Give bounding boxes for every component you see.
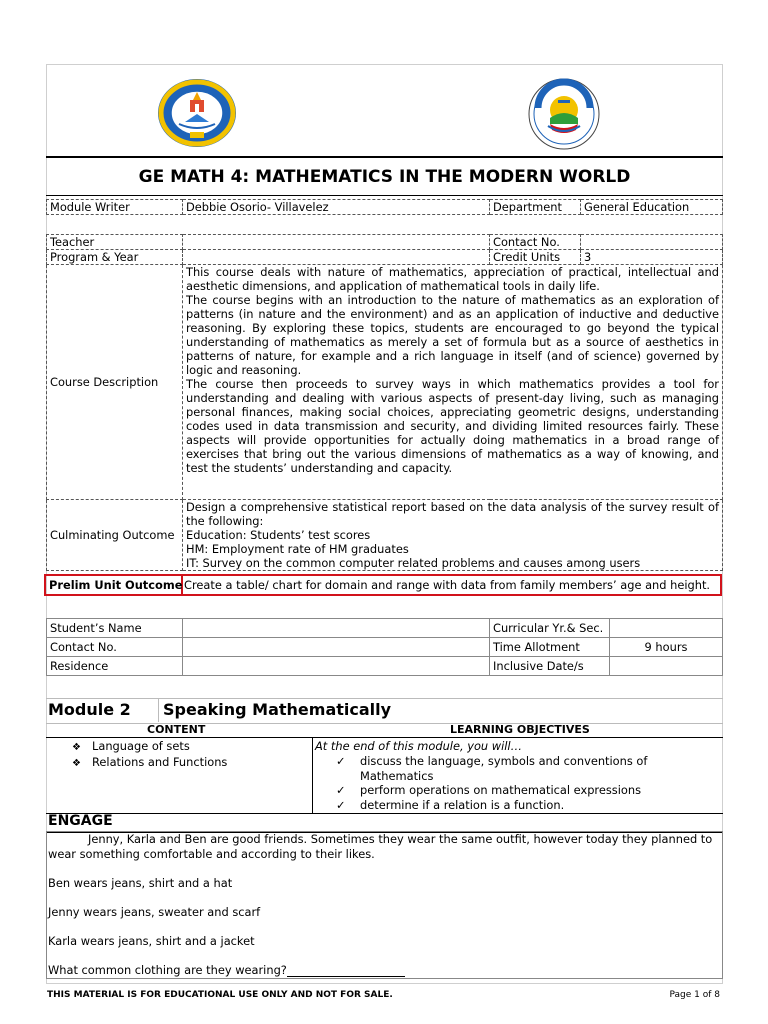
prelim-outcome-text: Create a table/ chart for domain and range with data from family members’ age and height.: [184, 578, 711, 592]
answer-blank-line[interactable]: [287, 976, 405, 977]
course-description-p3: The course then proceeds to survey ways in which mathematics provides a tool for understanding and dealing with various aspects of present-day living, such as managing personal finances, making social choices, appreciating geometric designs, understanding codes used in data transmission and security, and dividing limited resources fairly. These aspects will provide opportunities for actually doing mathematics in a broad range of exercises that bring out the various dimensions of mathematics as a way of knowing, and test the students’ understanding and capacity.: [186, 377, 719, 475]
student-contact-label: Contact No.: [47, 638, 183, 657]
culminating-outcome-2: Education: Students’ test scores: [186, 528, 371, 542]
inclusive-dates-field[interactable]: [610, 657, 723, 676]
student-contact-field[interactable]: [183, 638, 490, 657]
module-writer-label: Module Writer: [47, 200, 183, 215]
checkmark-icon: ✓: [336, 754, 346, 768]
program-value: [183, 250, 490, 265]
diamond-bullet-icon: ❖: [72, 742, 81, 753]
objectives-intro: At the end of this module, you will…: [315, 739, 522, 753]
content-objectives-divider: [312, 737, 313, 813]
learning-objectives-heading: LEARNING OBJECTIVES: [450, 723, 590, 736]
residence-label: Residence: [47, 657, 183, 676]
time-allotment-label: Time Allotment: [490, 638, 610, 657]
checkmark-icon: ✓: [336, 783, 346, 798]
list-item: ❖ Language of sets: [72, 739, 190, 753]
student-info-table: [46, 618, 723, 676]
diamond-bullet-icon: ❖: [72, 758, 81, 769]
prelim-outcome-label: Prelim Unit Outcome: [49, 578, 183, 592]
document-title: GE MATH 4: MATHEMATICS IN THE MODERN WORLD: [138, 167, 631, 187]
inclusive-dates-label: Inclusive Date/s: [490, 657, 610, 676]
engage-paragraph: Jenny, Karla and Ben are good friends. Sometimes they wear the same outfit, however today they planned to wear something comfortable and according to their likes.: [48, 832, 713, 861]
student-name-label: Student’s Name: [47, 619, 183, 638]
course-description-p1: This course deals with nature of mathematics, appreciation of practical, intellectual and aesthetic dimensions, and application of mathematical tools in daily life.: [186, 265, 719, 293]
title-top-rule: [46, 156, 723, 158]
content-heading: CONTENT: [147, 723, 206, 736]
course-description-p2: The course begins with an introduction to the nature of mathematics as an exploration of patterns (in nature and the environment) and as an application of inductive and deductive reasoning. By exploring these topics, students are encouraged to go beyond the typical understanding of mathematics as merely a set of formula but as a source of aesthetics in patterns of nature, for example and a rich language in itself (and of science) governed by logic and reasoning.: [186, 293, 719, 377]
department-label: Department: [490, 200, 581, 215]
city-seal-logo: [528, 78, 600, 150]
culminating-outcome: [183, 500, 723, 571]
culminating-outcome-4: IT: Survey on the common computer related problems and causes among users: [186, 556, 641, 570]
contact-label: Contact No.: [490, 235, 581, 250]
time-allotment-value: 9 hours: [610, 638, 723, 657]
culminating-outcome-1: Design a comprehensive statistical report based on the data analysis of the survey result of the following:: [186, 500, 719, 528]
page-number: Page 1 of 8: [669, 990, 720, 1000]
engage-jenny: Jenny wears jeans, sweater and scarf: [48, 904, 261, 919]
credit-label: Credit Units: [490, 250, 581, 265]
engage-header-bar: [46, 813, 723, 833]
list-item: ✓ discuss the language, symbols and conventions of Mathematics: [336, 754, 648, 783]
contact-value: [581, 235, 723, 250]
footer-disclaimer: THIS MATERIAL IS FOR EDUCATIONAL USE ONLY AND NOT FOR SALE.: [47, 990, 393, 1000]
list-item: ✓ perform operations on mathematical expressions: [336, 783, 642, 798]
culminating-outcome-label: Culminating Outcome: [47, 500, 183, 571]
department-value: General Education: [581, 200, 723, 215]
engage-ben: Ben wears jeans, shirt and a hat: [48, 875, 233, 890]
module-number: Module 2: [48, 700, 131, 719]
culminating-outcome-3: HM: Employment rate of HM graduates: [186, 542, 409, 556]
engage-question: What common clothing are they wearing?: [48, 963, 720, 978]
module-writer-value: Debbie Osorio- Villavelez: [183, 200, 490, 215]
engage-karla: Karla wears jeans, shirt and a jacket: [48, 933, 255, 948]
checkmark-icon: ✓: [336, 797, 346, 812]
credit-value: 3: [581, 250, 723, 265]
residence-field[interactable]: [183, 657, 490, 676]
course-description-label: Course Description: [47, 265, 183, 500]
teacher-label: Teacher: [47, 235, 183, 250]
list-item: ✓ determine if a relation is a function.: [336, 797, 565, 812]
engage-text: [48, 832, 720, 977]
college-logo: [157, 78, 237, 148]
course-info-table: [46, 234, 723, 571]
module-header-divider: [158, 698, 159, 722]
objectives-list: [336, 754, 666, 812]
engage-title: ENGAGE: [48, 813, 113, 829]
content-list: [72, 739, 227, 771]
teacher-value: [183, 235, 490, 250]
list-item: ❖ Relations and Functions: [72, 755, 228, 769]
student-name-field[interactable]: [183, 619, 490, 638]
module-writer-table: [46, 199, 723, 215]
curricular-yr-label: Curricular Yr.& Sec.: [490, 619, 610, 638]
program-label: Program & Year: [47, 250, 183, 265]
title-bottom-rule: [46, 195, 723, 196]
module-title: Speaking Mathematically: [163, 700, 392, 719]
course-description: [183, 265, 723, 500]
curricular-yr-field[interactable]: [610, 619, 723, 638]
